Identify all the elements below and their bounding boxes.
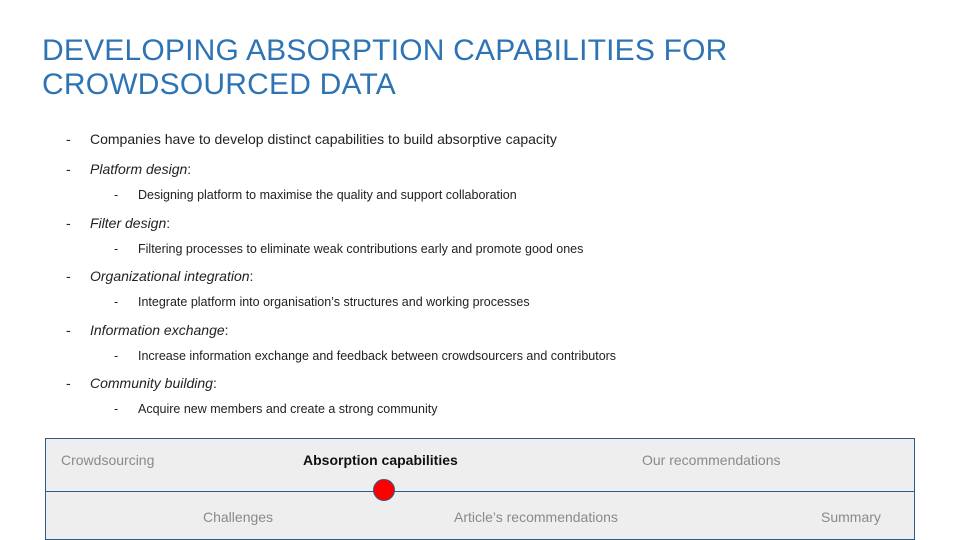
sub-bullet-item	[114, 402, 437, 416]
sub-bullet-item	[114, 295, 530, 309]
slide-title: DEVELOPING ABSORPTION CAPABILITIES FOR CROWDSOURCED DATA	[42, 34, 728, 101]
bullet-heading: Filter design	[90, 215, 167, 231]
bullet-item	[66, 375, 217, 391]
bullet-dash: -	[66, 131, 71, 147]
section-navigator	[45, 438, 915, 540]
bullet-dash: -	[66, 322, 71, 338]
nav-item-challenges[interactable]: Challenges	[203, 509, 274, 525]
nav-item-our-recommendations[interactable]: Our recommendations	[642, 452, 781, 468]
bullet-heading: Organizational integration	[90, 268, 250, 284]
nav-item-absorption-capabilities[interactable]: Absorption capabilities	[303, 452, 458, 468]
bullet-colon: :	[187, 161, 192, 177]
bullet-colon: :	[224, 322, 229, 338]
sub-bullet-item	[114, 349, 616, 363]
bullet-item	[66, 131, 557, 147]
bullet-colon: :	[249, 268, 254, 284]
bullet-heading: Information exchange	[90, 322, 225, 338]
bullet-heading: Platform design	[90, 161, 188, 177]
bullet-item	[66, 268, 253, 284]
bullet-colon: :	[212, 375, 217, 391]
bullet-dash: -	[66, 215, 71, 231]
bullet-item	[66, 161, 191, 177]
sub-bullet-item	[114, 242, 583, 256]
sub-bullet-text: Filtering processes to eliminate weak contributions early and promote good ones	[138, 242, 584, 256]
bullet-dash: -	[114, 242, 119, 256]
bullet-dash: -	[114, 295, 119, 309]
current-section-marker	[373, 479, 395, 501]
sub-bullet-text: Integrate platform into organisation’s structures and working processes	[138, 295, 530, 309]
sub-bullet-text: Increase information exchange and feedback between crowdsourcers and contributors	[138, 349, 617, 363]
bullet-dash: -	[66, 375, 71, 391]
nav-item-articles-recommendations[interactable]: Article’s recommendations	[454, 509, 618, 525]
bullet-heading: Community building	[90, 375, 213, 391]
sub-bullet-item	[114, 188, 517, 202]
bullet-dash: -	[114, 349, 119, 363]
bullet-text: Companies have to develop distinct capabilities to build absorptive capacity	[90, 131, 557, 147]
bullet-dash: -	[114, 402, 119, 416]
sub-bullet-text: Acquire new members and create a strong community	[138, 402, 438, 416]
bullet-dash: -	[66, 161, 71, 177]
nav-item-summary[interactable]: Summary	[821, 509, 881, 525]
bullet-item	[66, 215, 170, 231]
nav-item-crowdsourcing[interactable]: Crowdsourcing	[61, 452, 155, 468]
bullet-colon: :	[166, 215, 171, 231]
nav-divider	[46, 491, 914, 492]
bullet-item	[66, 322, 229, 338]
bullet-dash: -	[114, 188, 119, 202]
bullet-dash: -	[66, 268, 71, 284]
sub-bullet-text: Designing platform to maximise the quality and support collaboration	[138, 188, 517, 202]
